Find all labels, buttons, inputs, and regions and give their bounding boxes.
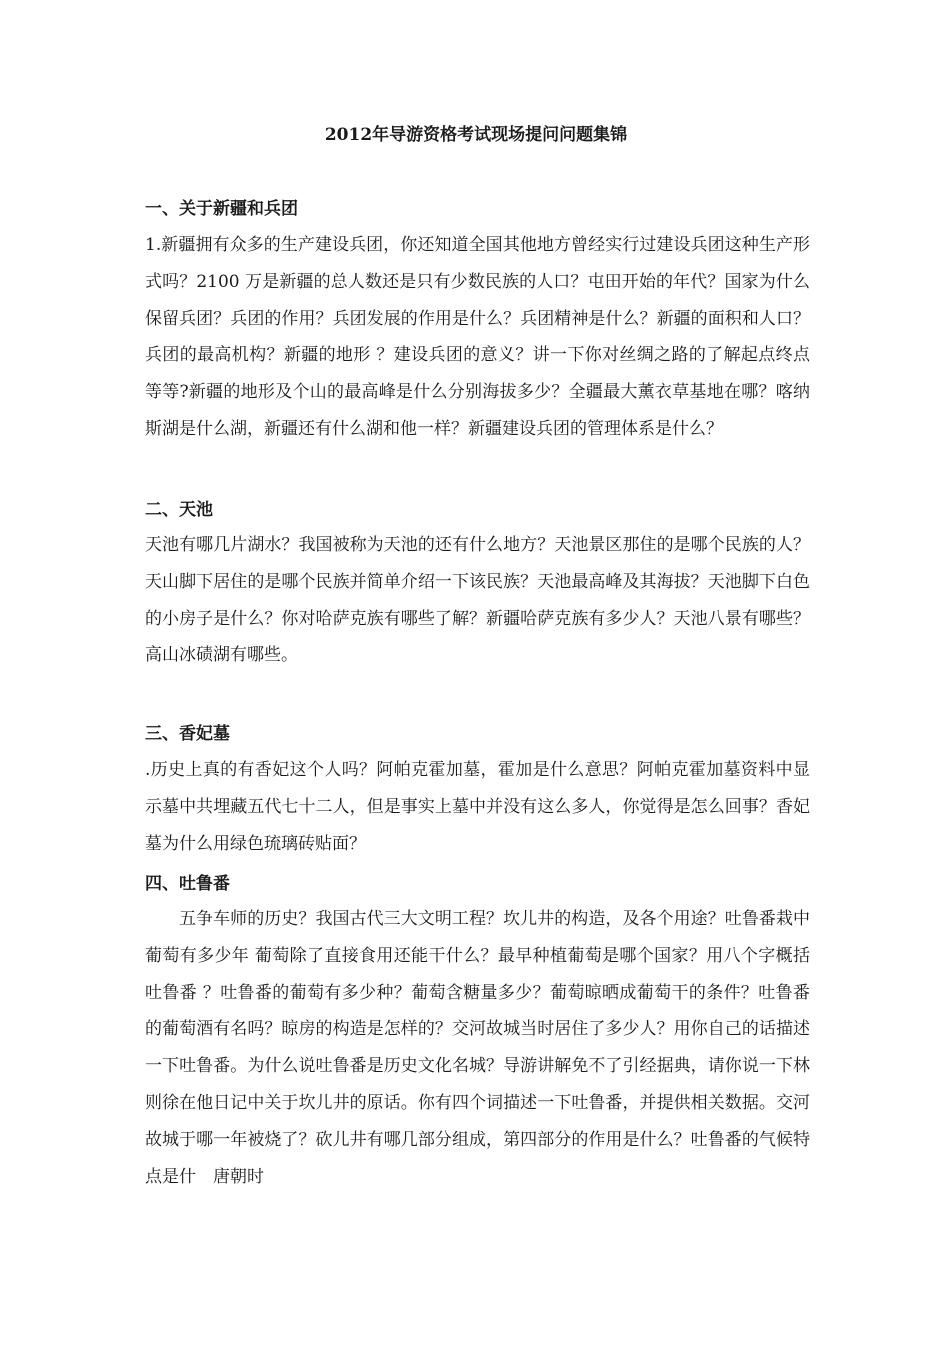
section-heading-turpan: 四、吐鲁番: [145, 874, 230, 894]
section-body-tianchi: 天池有哪几片湖水？我国被称为天池的还有什么地方？天池景区那住的是哪个民族的人？天山脚下居住的是哪个民族并简单介绍一下该民族？天池最高峰及其海拔？天池脚下白色的小房子是什么？你对哈萨克族有哪些了解？新疆哈萨克族有多少人？天池八景有哪些？高山冰碛湖有哪些。: [145, 535, 810, 666]
section-heading-xinjiang: 一、关于新疆和兵团: [145, 199, 298, 219]
section-heading-xiangfei-tomb: 三、香妃墓: [145, 724, 230, 744]
section-heading-tianchi: 二、天池: [145, 500, 213, 520]
section-body-xinjiang: 1.新疆拥有众多的生产建设兵团，你还知道全国其他地方曾经实行过建设兵团这种生产形式吗？2100 万是新疆的总人数还是只有少数民族的人口？屯田开始的年代？国家为什么保留兵团？兵团的作用？兵团发展的作用是什么？兵团精神是什么？新疆的面积和人口？兵团的最高机构？新疆的地形 ？建设兵团的意义？讲一下你对丝绸之路的了解起点终点等等?新疆的地形及个山的最高峰是什么分别海拔多少？全疆最大薰衣草基地在哪？喀纳斯湖是什么湖，新疆还有什么湖和他一样？新疆建设兵团的管理体系是什么？: [145, 235, 810, 439]
section-body-xiangfei-tomb: .历史上真的有香妃这个人吗？阿帕克霍加墓，霍加是什么意思？阿帕克霍加墓资料中显示墓中共埋藏五代七十二人，但是事实上墓中并没有这么多人，你觉得是怎么回事？香妃墓为什么用绿色琉璃砖贴面？: [145, 760, 810, 854]
page-title: 2012年导游资格考试现场提问问题集锦: [324, 125, 628, 145]
section-body-turpan: 五争车师的历史？我国古代三大文明工程？坎儿井的构造，及各个用途？吐鲁番栽中葡萄有多少年 葡萄除了直接食用还能干什么？最早种植葡萄是哪个国家？用八个字概括吐鲁番 ？吐鲁番的葡萄有多少种？葡萄含糖量多少？葡萄晾晒成葡萄干的条件？吐鲁番的葡萄酒有名吗？晾房的构造是怎样的？交河故城当时居住了多少人？用你自己的话描述一下吐鲁番。为什么说吐鲁番是历史文化名城？导游讲解免不了引经据典，请你说一下林则徐在他日记中关于坎儿井的原话。你有四个词描述一下吐鲁番，并提供相关数据。交河故城于哪一年被烧了？砍儿井有哪几部分组成，第四部分的作用是什么？吐鲁番的气候特点是什 唐朝时: [145, 909, 810, 1187]
